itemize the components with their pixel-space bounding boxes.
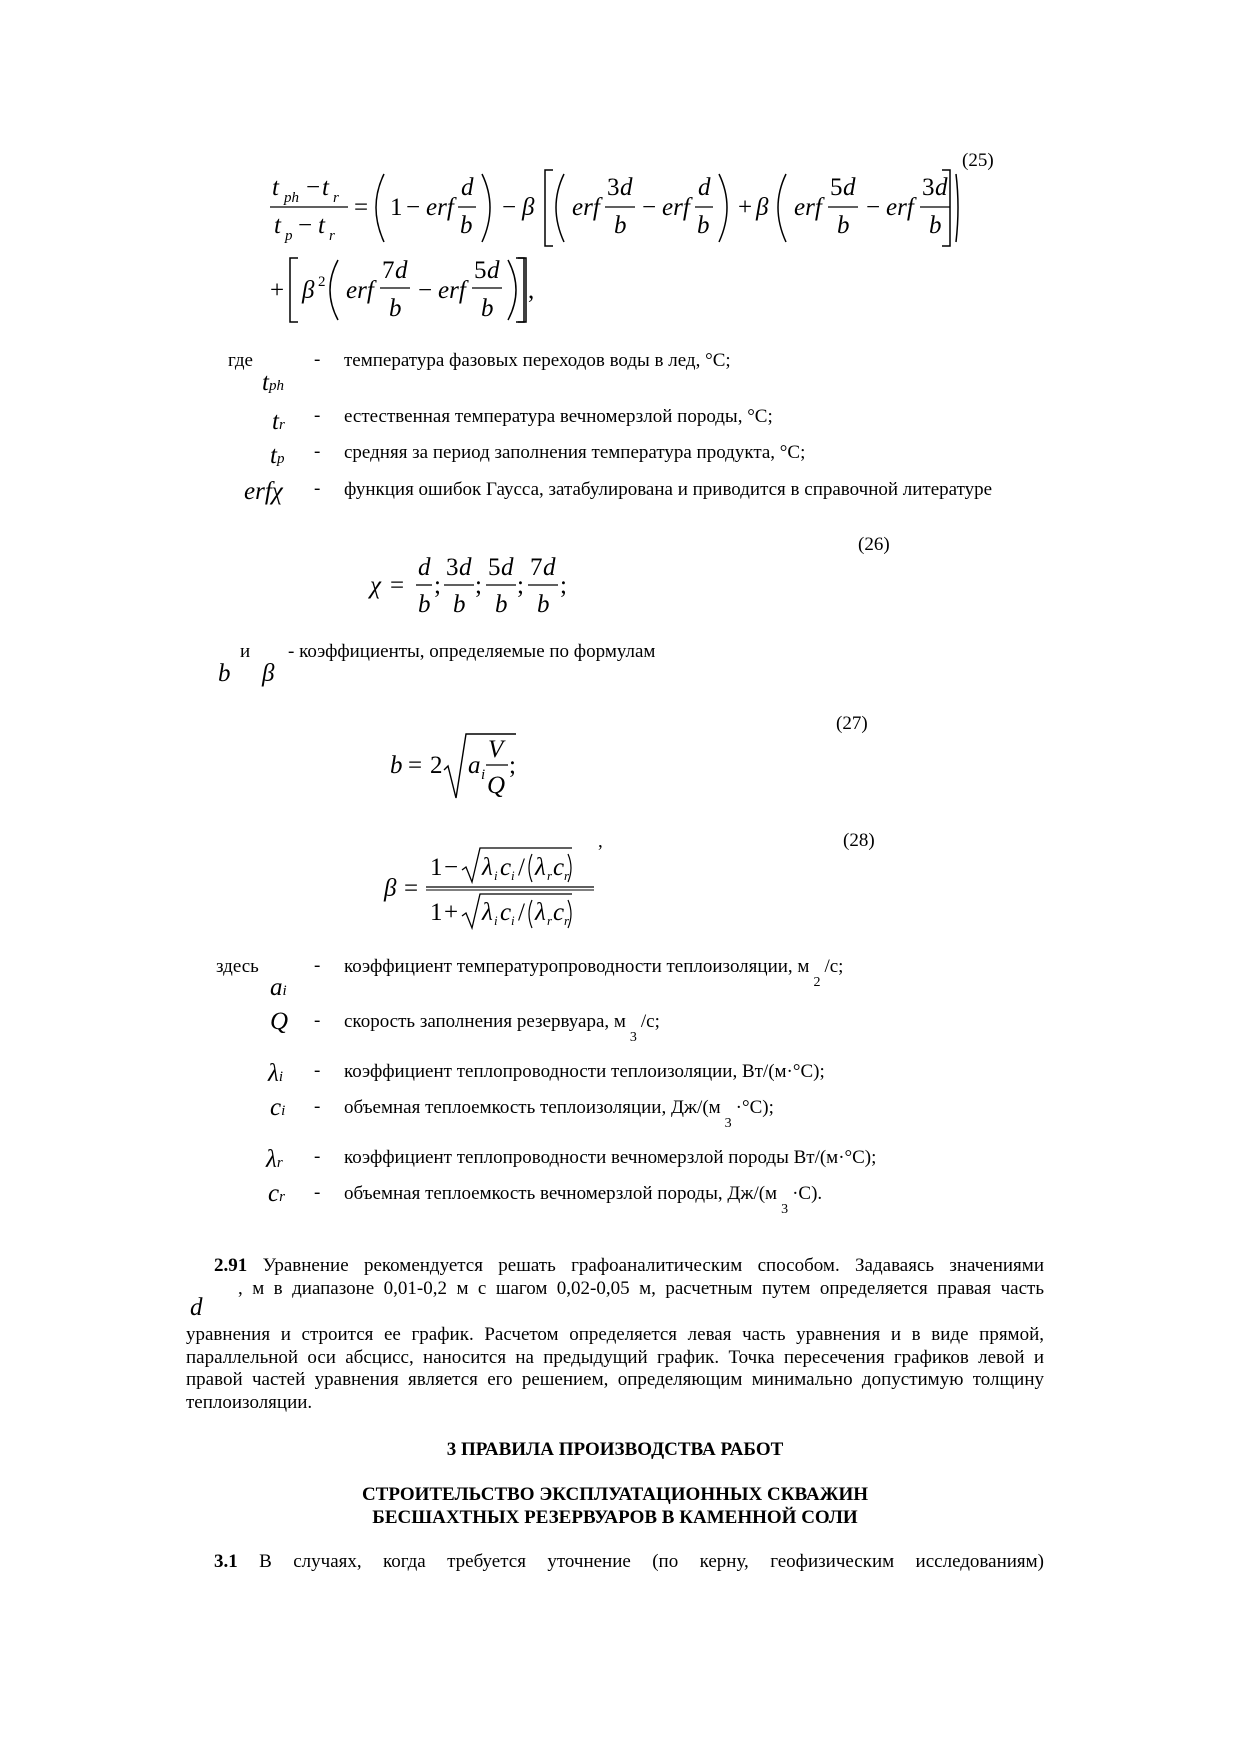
def-symbol-lambda-r: λr (266, 1146, 283, 1173)
svg-text:d: d (461, 174, 474, 201)
def-symbol-tp: tp (270, 442, 285, 469)
svg-text:;: ; (517, 572, 524, 599)
paragraph-2-91-line2: , м в диапазоне 0,01-0,2 м с шагом 0,02-0,05 м, расчетным путем определяется правая часть (238, 1278, 1044, 1299)
svg-text:3: 3 (922, 174, 935, 201)
svg-text:t: t (322, 174, 329, 201)
svg-text:Q: Q (487, 772, 506, 799)
def-symbol-tr: tr (272, 408, 285, 435)
svg-text:/: / (518, 854, 525, 881)
def-symbol-ai: ai (270, 974, 287, 1001)
svg-text:d: d (487, 257, 500, 284)
equation-27 (388, 728, 528, 808)
def-text-cr: объемная теплоемкость вечномерзлой породы, $Дж/(м_3\cdot С)$. (344, 1183, 823, 1217)
svg-text:b: b (837, 212, 850, 239)
svg-text:λ: λ (482, 899, 493, 926)
equation-26 (368, 548, 588, 618)
svg-text:=: = (408, 752, 423, 779)
svg-text:i: i (511, 913, 515, 928)
svg-text:erf: erf (572, 194, 600, 221)
svg-text:b: b (390, 752, 403, 779)
svg-text:d: d (395, 257, 408, 284)
and-label: и (240, 641, 251, 662)
def-dash: - (314, 955, 321, 976)
svg-text:r: r (329, 228, 335, 244)
svg-text:1: 1 (430, 899, 443, 926)
svg-text:b: b (495, 591, 508, 618)
def-dash: - (314, 1096, 321, 1117)
def-text-tp: средняя за период заполнения температура продукта, °С; (344, 442, 806, 463)
svg-text:erf: erf (438, 277, 466, 304)
def-dash: - (314, 405, 321, 426)
svg-text:b: b (453, 591, 466, 618)
svg-text:erf: erf (662, 194, 690, 221)
svg-text:χ: χ (370, 572, 381, 599)
section-heading: 3 ПРАВИЛА ПРОИЗВОДСТВА РАБОТ (446, 1439, 784, 1460)
svg-text:t: t (318, 212, 325, 239)
svg-text:−: − (444, 854, 459, 881)
svg-text:d: d (418, 554, 431, 581)
svg-text:−: − (502, 194, 517, 221)
svg-text:d: d (935, 174, 948, 201)
svg-text:d: d (501, 554, 514, 581)
svg-text:d: d (620, 174, 633, 201)
equation-27-number: (27) (836, 713, 868, 734)
svg-text:b: b (929, 212, 942, 239)
svg-text:b: b (418, 591, 431, 618)
svg-text:−: − (866, 194, 881, 221)
def-symbol-erf: erfχ (244, 478, 283, 505)
def-text-erf: функция ошибок Гаусса, затабулирована и приводится в справочной литературе (344, 479, 993, 500)
def-dash: - (314, 1010, 321, 1031)
def-dash: - (314, 1146, 321, 1167)
svg-text:t: t (274, 212, 281, 239)
svg-text:3: 3 (607, 174, 620, 201)
def-text-tph: температура фазовых переходов воды в лед, °С; (344, 350, 731, 371)
svg-text:7: 7 (382, 257, 395, 284)
def-symbol-lambda-i: λi (268, 1060, 283, 1087)
svg-text:erf: erf (346, 277, 374, 304)
svg-text:2: 2 (430, 752, 443, 779)
equation-25-number: (25) (962, 150, 994, 171)
svg-text:5: 5 (488, 554, 501, 581)
svg-text:a: a (468, 752, 481, 779)
svg-text:−: − (418, 277, 433, 304)
svg-text:i: i (511, 868, 515, 883)
def-dash: - (314, 478, 321, 499)
svg-text:−: − (306, 174, 321, 201)
svg-text:β: β (756, 194, 769, 221)
svg-text:erf: erf (886, 194, 914, 221)
coefficients-text: - коэффициенты, определяемые по формулам (288, 641, 656, 662)
svg-text:β: β (384, 875, 397, 902)
here-label: здесь (216, 956, 259, 977)
svg-text:2: 2 (318, 274, 326, 290)
svg-text:b: b (389, 295, 402, 322)
svg-text:d: d (543, 554, 556, 581)
svg-text:c: c (500, 899, 512, 926)
svg-text:V: V (488, 736, 504, 763)
equation-26-number: (26) (858, 534, 890, 555)
svg-text:;: ; (509, 752, 516, 779)
def-dash: - (314, 1182, 321, 1203)
svg-text:5: 5 (830, 174, 843, 201)
svg-text:+: + (738, 194, 753, 221)
equation-25-close-bracket (940, 168, 960, 248)
def-text-lambda-r: коэффициент теплопроводности вечномерзлой породы Вт/(м·°С); (344, 1147, 877, 1168)
svg-text:b: b (460, 212, 473, 239)
svg-text:1: 1 (430, 854, 443, 881)
svg-text:ph: ph (284, 190, 299, 206)
svg-text:1: 1 (390, 194, 403, 221)
svg-text:b: b (537, 591, 550, 618)
svg-text:i: i (481, 767, 486, 783)
def-symbol-tph: tph (262, 369, 284, 396)
svg-text:b: b (614, 212, 627, 239)
svg-text:r: r (564, 868, 570, 883)
paragraph-3-1: 3.1 В случаях, когда требуется уточнение (по керну, геофизическим исследованиям) (214, 1551, 1044, 1572)
def-text-ai: коэффициент температуропроводности теплоизоляции, $м_2/с$; (344, 956, 844, 990)
paragraph-2-91-body: уравнения и строится ее график. Расчетом определяется левая часть уравнения и в виде прямой, параллельной оси абсцисс, наносится на предыдущий график. Точка пересечения графиков левой и правой частей уравнения является его решением, определяющим минимально допустимую толщину теплоизоляции. (186, 1324, 1044, 1413)
symbol-d: d (190, 1294, 203, 1321)
def-symbol-ci: ci (270, 1094, 286, 1121)
svg-text:−: − (298, 212, 313, 239)
svg-text:−: − (642, 194, 657, 221)
svg-text:r: r (547, 913, 553, 928)
def-dash: - (314, 349, 321, 370)
svg-text:c: c (553, 854, 565, 881)
svg-text:;: ; (560, 572, 567, 599)
svg-text:3: 3 (446, 554, 459, 581)
paragraph-2-91-line1: 2.91 Уравнение рекомендуется решать графоаналитическим способом. Задаваясь значениями (214, 1255, 1044, 1276)
svg-text:=: = (354, 194, 369, 221)
svg-text:d: d (698, 174, 711, 201)
svg-text:+: + (444, 899, 459, 926)
def-dash: - (314, 441, 321, 462)
svg-text:b: b (697, 212, 710, 239)
svg-text:β: β (522, 194, 535, 221)
symbol-beta: β (262, 660, 275, 687)
svg-text:;: ; (434, 572, 441, 599)
def-symbol-Q: Q (270, 1008, 289, 1035)
subsection-heading-line1: СТРОИТЕЛЬСТВО ЭКСПЛУАТАЦИОННЫХ СКВАЖИН (361, 1484, 869, 1505)
svg-text:,: , (528, 277, 535, 304)
svg-text:erf: erf (426, 194, 454, 221)
svg-text:b: b (481, 295, 494, 322)
def-text-Q: скорость заполнения резервуара, $м_3/с$; (344, 1011, 660, 1045)
svg-text:/: / (518, 899, 525, 926)
svg-text:−: − (406, 194, 421, 221)
def-text-lambda-i: коэффициент теплопроводности теплоизоляции, Вт/(м·°С); (344, 1061, 825, 1082)
svg-text:r: r (564, 913, 570, 928)
equation-28-comma: , (598, 831, 603, 852)
svg-text:λ: λ (482, 854, 493, 881)
def-symbol-cr: cr (268, 1180, 285, 1207)
equation-28 (382, 838, 602, 938)
equation-28-number: (28) (843, 830, 875, 851)
svg-text:=: = (404, 875, 419, 902)
svg-text:t: t (272, 174, 279, 201)
equation-25 (260, 160, 960, 330)
def-dash: - (314, 1060, 321, 1081)
where-label: где (228, 350, 253, 371)
svg-text:λ: λ (535, 854, 546, 881)
svg-text:r: r (333, 190, 339, 206)
svg-text:=: = (390, 572, 405, 599)
svg-text:5: 5 (474, 257, 487, 284)
svg-text:i: i (494, 913, 498, 928)
svg-text:d: d (459, 554, 472, 581)
def-text-ci: объемная теплоемкость теплоизоляции, $Дж/(м_3\cdot^\circ С)$; (344, 1097, 774, 1131)
svg-text:+: + (270, 277, 285, 304)
svg-text:i: i (494, 868, 498, 883)
symbol-b: b (218, 660, 231, 687)
svg-text:r: r (547, 868, 553, 883)
svg-text:λ: λ (535, 899, 546, 926)
svg-text:7: 7 (530, 554, 543, 581)
svg-text:c: c (553, 899, 565, 926)
svg-text:erf: erf (794, 194, 822, 221)
svg-text:d: d (843, 174, 856, 201)
svg-text:;: ; (475, 572, 482, 599)
def-text-tr: естественная температура вечномерзлой породы, °С; (344, 406, 773, 427)
svg-text:β: β (302, 277, 315, 304)
subsection-heading-line2: БЕСШАХТНЫХ РЕЗЕРВУАРОВ В КАМЕННОЙ СОЛИ (372, 1507, 858, 1528)
svg-text:p: p (285, 228, 293, 244)
svg-text:c: c (500, 854, 512, 881)
